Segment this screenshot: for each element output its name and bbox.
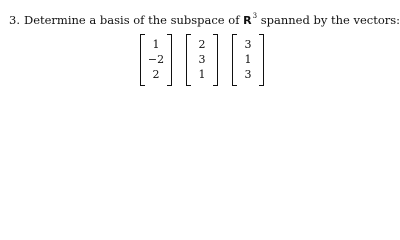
vector-entry: −2 — [147, 53, 165, 66]
vector-entries — [192, 37, 212, 82]
vector-entry: 1 — [198, 68, 206, 81]
column-vector-2 — [186, 34, 218, 86]
vector-entry: 2 — [152, 68, 160, 81]
vector-entry: 3 — [244, 38, 252, 51]
vector-entry: 3 — [244, 68, 252, 81]
problem-text-before: Determine a basis of the subspace of — [23, 13, 240, 27]
vector-entries — [146, 37, 166, 82]
vector-entry: 2 — [198, 38, 206, 51]
vector-entry: 3 — [198, 53, 206, 66]
problem-statement — [9, 9, 400, 28]
problem-text-after: spanned by the vectors: — [260, 13, 400, 27]
column-vector-1 — [140, 34, 172, 86]
vector-entry: 1 — [152, 38, 160, 51]
vector-entries — [238, 37, 258, 82]
problem-number: 3. — [9, 13, 20, 27]
column-vector-3 — [232, 34, 264, 86]
space-exponent: 3 — [252, 12, 258, 20]
vector-list — [140, 34, 264, 86]
vector-entry: 1 — [244, 53, 252, 66]
real-space-symbol: R — [243, 14, 252, 27]
